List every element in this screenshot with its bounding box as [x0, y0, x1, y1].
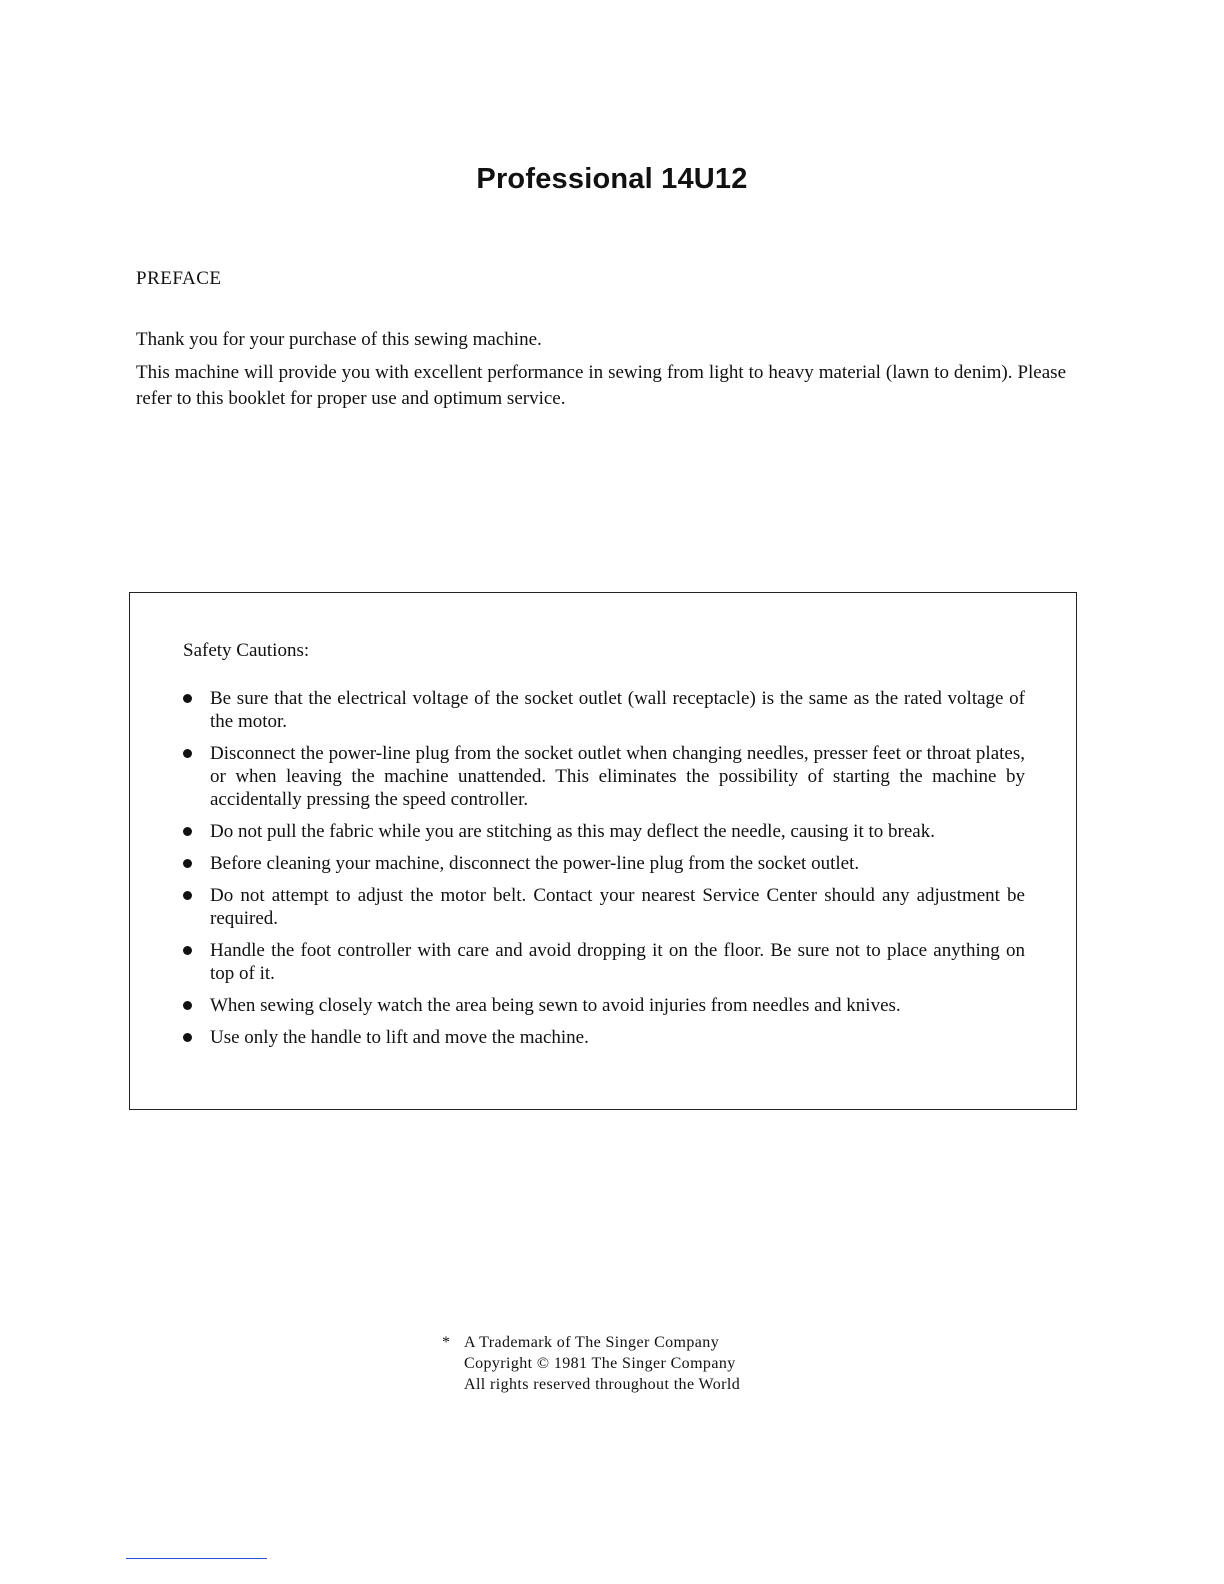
safety-cautions-heading: Safety Cautions:	[183, 640, 310, 661]
bullet-icon	[183, 891, 192, 900]
bullet-icon	[183, 946, 192, 955]
caution-item	[183, 852, 1025, 875]
caution-item	[183, 994, 1025, 1017]
bullet-icon	[183, 749, 192, 758]
caution-item	[183, 939, 1025, 985]
caution-text: Do not attempt to adjust the motor belt. Contact your nearest Service Center should any adjustment be required.	[210, 885, 1025, 929]
bullet-icon	[183, 827, 192, 836]
caution-item	[183, 687, 1025, 733]
footer-rule	[126, 1558, 267, 1559]
footer-line: All rights reserved throughout the World	[464, 1376, 741, 1393]
caution-text: Before cleaning your machine, disconnect the power-line plug from the socket outlet.	[210, 853, 860, 874]
bullet-icon	[183, 1001, 192, 1010]
bullet-icon	[183, 694, 192, 703]
preface-paragraph: Thank you for your purchase of this sewing machine.	[136, 329, 542, 350]
footer-line	[440, 1332, 740, 1353]
caution-text: Handle the foot controller with care and avoid dropping it on the floor. Be sure not to place anything on top of it.	[210, 940, 1025, 984]
caution-text: When sewing closely watch the area being sewn to avoid injuries from needles and knives.	[210, 995, 901, 1016]
trademark-footer	[440, 1332, 740, 1395]
bullet-icon	[183, 859, 192, 868]
safety-cautions-list	[183, 687, 1025, 1058]
trademark-text: A Trademark of The Singer Company	[464, 1334, 720, 1351]
preface-heading: PREFACE	[136, 268, 222, 289]
caution-text: Use only the handle to lift and move the machine.	[210, 1027, 589, 1048]
footer-line: Copyright © 1981 The Singer Company	[464, 1355, 736, 1372]
bullet-icon	[183, 1033, 192, 1042]
preface-paragraph: This machine will provide you with excellent performance in sewing from light to heavy material (lawn to denim). Please refer to this booklet for proper use and optimum service.	[136, 362, 1066, 409]
caution-item	[183, 1026, 1025, 1049]
caution-item	[183, 820, 1025, 843]
caution-text: Be sure that the electrical voltage of the socket outlet (wall receptacle) is the same as the rated voltage of the motor.	[210, 688, 1025, 732]
page-title: Professional 14U12	[476, 163, 748, 195]
caution-item	[183, 884, 1025, 930]
caution-text: Disconnect the power-line plug from the socket outlet when changing needles, presser feet or throat plates, or when leaving the machine unattended. This eliminates the possibility of starting the machine by accidentally pressing the speed controller.	[210, 743, 1025, 810]
caution-item	[183, 742, 1025, 811]
safety-cautions-box	[129, 592, 1077, 1110]
caution-text: Do not pull the fabric while you are stitching as this may deflect the needle, causing it to break.	[210, 821, 935, 842]
star-icon: *	[442, 1334, 451, 1351]
